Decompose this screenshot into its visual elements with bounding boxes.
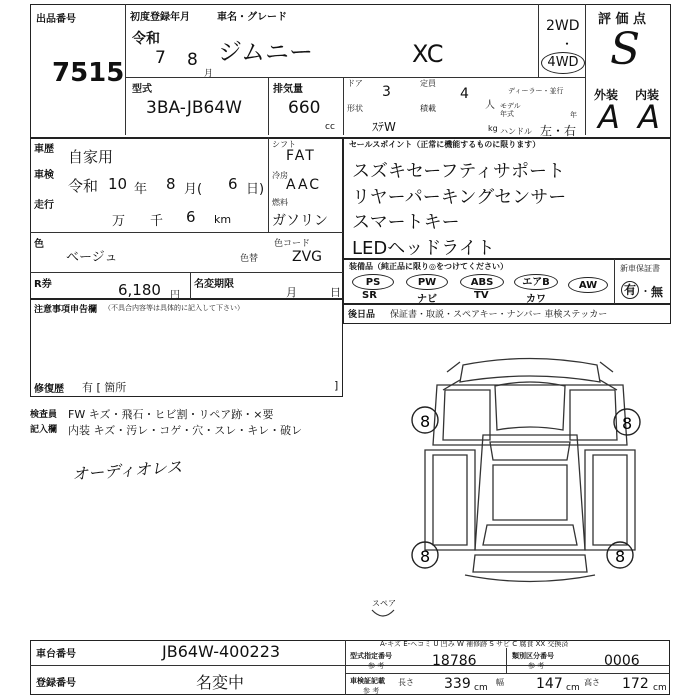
model-label: 車名・グレード [217,12,287,23]
capacity-unit: 人 [485,100,495,111]
recycle-unit: 円 [170,290,180,301]
width-value: 147 [536,676,563,692]
mileage-label: 走行 [34,200,54,211]
inspection-year-unit: 年 [134,182,148,197]
recycle-value: 6,180 [118,281,161,299]
first-reg-label: 初度登録年月 [130,12,190,23]
repair-label: 修復歴 [34,384,64,395]
handwritten-note: オーディオレス [71,457,183,484]
lot-label: 出品番号 [36,14,76,25]
warranty-sep: ・ [640,285,651,298]
model-year-unit: 年 [570,111,577,119]
divider [30,272,343,273]
mileage-sen: 千 [150,214,164,229]
recycle-label: R券 [34,279,52,290]
repair-close: ] [334,379,339,392]
type-designation-value: 18786 [432,653,477,669]
divider [506,648,507,673]
mileage-man: 万 [112,214,126,229]
width-label: 幅 [496,678,504,687]
repair-value: 有 [ 箇所 [82,381,127,394]
sales-point: スマートキー [352,212,460,233]
capacity-label: 定員 [420,79,436,88]
height-value: 172 [622,676,649,692]
color-value: ベージュ [66,250,118,265]
category-sub: 参 考 [528,662,545,670]
warranty-yes: 有 [623,283,636,297]
sales-point: リヤーパーキングセンサー [352,187,567,208]
registration-value: 名変中 [196,673,245,692]
sales-point: スズキセーフティサポート [352,161,565,182]
equipment-top: PW [417,277,437,288]
inspector-line: 内装 キズ・汚レ・コゲ・穴・スレ・キレ・破レ [68,424,303,437]
divider [30,665,670,666]
inspector-line: FW キズ・飛石・ヒビ割・リペア跡・×要 [68,408,274,421]
shape-value: ｽﾃW [372,120,396,134]
displacement-unit: cc [325,122,335,132]
equipment-top: PS [365,277,381,288]
fuel-label: 燃料 [272,198,288,207]
spare-label: スペア [372,599,396,608]
equipment-bottom: SR [362,290,377,301]
dimensions-label: 車検証記載 [350,677,385,685]
first-reg-month: 8 [187,50,198,70]
mileage-unit: km [214,213,232,226]
inspection-year: 10 [108,175,128,193]
equipment-oval [568,277,608,293]
katashiki-label: 型式 [132,84,152,95]
inspection-era: 令和 [68,177,99,195]
displacement-value: 660 [288,98,321,118]
height-label: 高さ [584,678,600,687]
exterior-label: 外装 [594,88,619,102]
warranty-no: 無 [651,285,664,299]
shift-value: FAT [286,148,316,164]
handle-label: ハンドル [500,127,532,136]
divider [268,77,269,135]
later-value: 保証書・取説・スペアキー・ナンバー 車検ステッカー [390,310,608,320]
load-label: 積載 [420,104,436,113]
later-label: 後日品 [348,310,376,320]
type-designation-label: 型式指定番号 [350,652,392,660]
aircon-label: 冷房 [272,171,288,180]
equipment-bottom: ナビ [417,294,437,305]
equipment-top: エアB [522,277,550,288]
car-diagram [395,350,665,610]
inspection-month: 8 [166,175,176,193]
lot-number: 7515 [52,58,125,88]
model-year-label: モデル年式 [500,102,521,118]
damage-legend: A-キズ E-ヘコミ U 凹み W 補修跡 S サビ C 腐食 XX 交換済 [380,640,569,648]
inspector-label: 検査員 [30,410,58,420]
inspection-month-unit: 月( [184,182,203,197]
remarks-note: （不具合内容等は具体的に記入して下さい） [104,304,244,312]
remarks-label: 注意事項申告欄 [34,305,98,315]
interior-grade: A [638,98,660,136]
notice-label: 名変期限 [194,279,234,290]
notice-day: 日 [330,286,341,299]
equipment-bottom: カワ [526,294,546,305]
warranty-circle [621,281,639,299]
inspector-label: 記入欄 [30,425,58,435]
rating-label: 評 価 点 [598,12,647,27]
tire-mark: 8 [622,414,633,433]
doors-value: 3 [382,84,391,100]
divider [538,4,539,77]
dimensions-sub: 参 考 [363,687,380,695]
color-repaint-label: 色替 [240,254,259,264]
tire-mark: 8 [420,547,431,566]
sales-points-label: セールスポイント（正常に機能するものに限ります） [349,140,541,149]
height-unit: cm [653,683,667,693]
tire-mark: 8 [615,547,626,566]
shift-label: シフト [272,140,296,149]
divider [125,4,126,135]
load-unit: kg [488,124,498,133]
exterior-grade: A [598,98,620,136]
model-grade: XC [412,40,444,68]
type-designation-sub: 参 考 [368,662,385,670]
model-name: ジムニー [218,38,314,66]
first-reg-era: 令和 [132,31,160,47]
chassis-value: JB64W-400223 [162,642,281,661]
width-unit: cm [566,683,580,693]
color-code: ZVG [292,249,323,265]
registration-label: 登録番号 [36,678,76,689]
capacity-value: 4 [460,86,469,102]
drive-4wd-circled [541,52,585,74]
length-unit: cm [474,683,488,693]
length-value: 339 [444,676,471,692]
shape-label: 形状 [347,104,363,113]
aircon-value: AAC [286,177,322,193]
spare-tire-icon [370,608,396,622]
history-value: 自家用 [68,148,114,166]
handle-value: 左・右 [540,124,577,138]
category-label: 類別区分番号 [512,652,554,660]
color-code-label: 色コード [274,239,311,249]
equipment-oval [460,274,504,290]
equipment-oval [514,274,558,290]
divider [585,4,586,135]
divider [30,232,343,233]
doors-label: ドア [347,79,363,88]
interior-label: 内装 [635,88,660,102]
sales-point: LEDヘッドライト [352,238,495,259]
length-label: 長さ [398,678,414,687]
divider [345,640,346,695]
equipment-label: 装備品（純正品に限り◎をつけてください） [349,262,508,271]
tire-mark: 8 [420,412,431,431]
divider [345,673,670,674]
equipment-top: ABS [470,277,494,288]
drive-dot: ・ [561,37,574,51]
dealer-label: ディーラー・並行 [508,87,564,95]
warranty-label: 新車保証書 [620,264,660,273]
drive-2wd: 2WD [546,18,580,34]
first-reg-year: 7 [155,48,166,68]
divider [190,272,191,299]
inspection-day-unit: 日) [246,182,265,197]
equipment-top: AW [578,280,598,291]
inspection-day: 6 [228,175,238,193]
notice-month: 月 [286,286,297,299]
inspection-label: 車検 [34,170,54,181]
displacement-label: 排気量 [273,84,303,95]
equipment-oval [406,274,448,290]
equipment-oval [352,274,394,290]
equipment-bottom: TV [474,290,489,301]
katashiki-value: 3BA-JB64W [146,98,242,118]
chassis-label: 車台番号 [36,649,76,660]
mileage-value: 6 [186,208,196,226]
drive-4wd: 4WD [547,55,579,70]
divider [268,137,269,232]
color-label: 色 [34,239,44,250]
rating-overall: S [610,24,641,75]
category-value: 0006 [604,653,640,669]
divider [343,77,344,135]
history-label: 車歴 [34,144,54,155]
first-reg-month-unit: 月 [204,69,214,79]
fuel-value: ガソリン [272,213,328,229]
divider [614,259,615,304]
